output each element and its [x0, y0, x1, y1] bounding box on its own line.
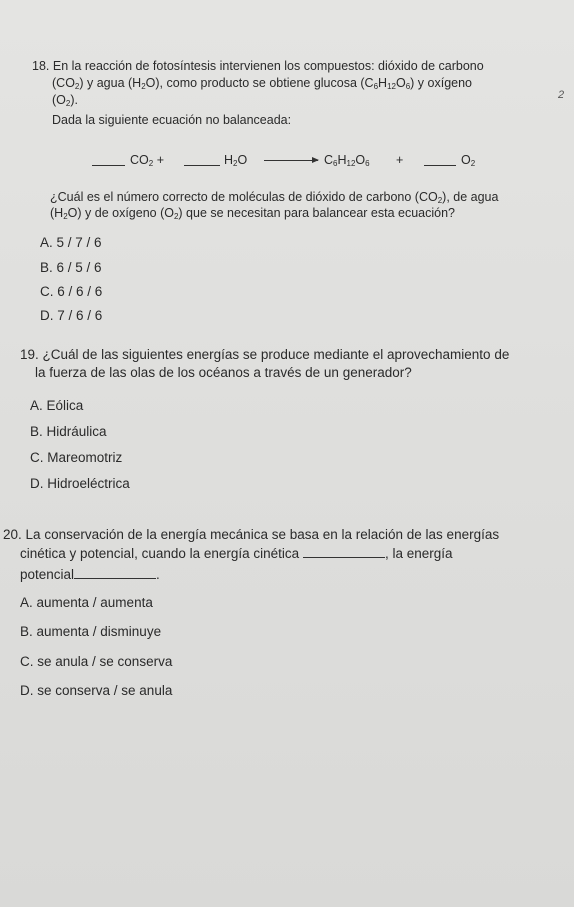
q20-option-a[interactable]: A. aumenta / aumenta [20, 595, 153, 610]
eq-plus: + [396, 153, 404, 167]
q20-line1: 20. La conservación de la energía mecánica se basa en la relación de las energías [3, 527, 500, 542]
q20-blank-2 [74, 568, 156, 579]
q18-option-c[interactable]: C. 6 / 6 / 6 [40, 284, 103, 299]
q18-question-line2: $(H_2O)$ y de oxígeno $(O_2)$ que se necesitan para balancear esta ecuación? [50, 206, 455, 221]
equation-intro: Dada la siguiente ecuación no balanceada: [52, 113, 292, 127]
q19-option-d[interactable]: D. Hidroeléctrica [30, 476, 130, 491]
q18-option-b[interactable]: B. 6 / 5 / 6 [40, 260, 102, 275]
q19-option-c[interactable]: C. Mareomotriz [30, 450, 123, 465]
eq-o2: $O_2$ [461, 153, 476, 168]
q20-option-b[interactable]: B. aumenta / disminuye [20, 624, 162, 639]
eq-h2o: $H_2O$ [224, 153, 248, 168]
margin-note: 2 [558, 89, 565, 101]
q18-option-d[interactable]: D. 7 / 6 / 6 [40, 308, 103, 323]
q20-option-d[interactable]: D. se conserva / se anula [20, 683, 173, 698]
q20-line2: cinética y potencial, cuando la energía cinética , la energía [20, 546, 453, 561]
q20-line3: potencial . [20, 567, 160, 582]
blank-co2 [92, 155, 125, 166]
q20-option-c[interactable]: C. se anula / se conserva [20, 654, 173, 669]
q19-option-b[interactable]: B. Hidráulica [30, 424, 107, 439]
q18-number: 18. [32, 59, 50, 73]
q18-question-line1: ¿Cuál es el número correcto de moléculas de dióxido de carbono $(CO_2)$, de agua [50, 190, 499, 205]
q19-number: 19. [20, 347, 39, 362]
q18-line2: $(CO_2)$ y agua $(H_2O)$, como producto se obtiene glucosa $(C_6H_{12}O_6)$ y oxígeno [52, 76, 472, 91]
q18-line1: 18. En la reacción de fotosíntesis intervienen los compuestos: dióxido de carbono [32, 59, 484, 73]
q18-line3: $(O_2)$. [52, 93, 78, 108]
q19-option-a[interactable]: A. Eólica [30, 398, 84, 413]
q18-option-a[interactable]: A. 5 / 7 / 6 [40, 235, 102, 250]
eq-co2: $CO_2$ + [130, 153, 164, 168]
blank-o2 [424, 155, 456, 166]
q19-line2: la fuerza de las olas de los océanos a través de un generador? [35, 365, 412, 380]
q19-line1: 19. ¿Cuál de las siguientes energías se produce mediante el aprovechamiento de [20, 347, 510, 362]
q20-number: 20. [3, 527, 22, 542]
reaction-arrow [264, 160, 318, 161]
eq-glucose: $C_6H_{12}O_6$ [324, 153, 370, 168]
q20-blank-1 [303, 547, 385, 558]
blank-h2o [184, 155, 220, 166]
